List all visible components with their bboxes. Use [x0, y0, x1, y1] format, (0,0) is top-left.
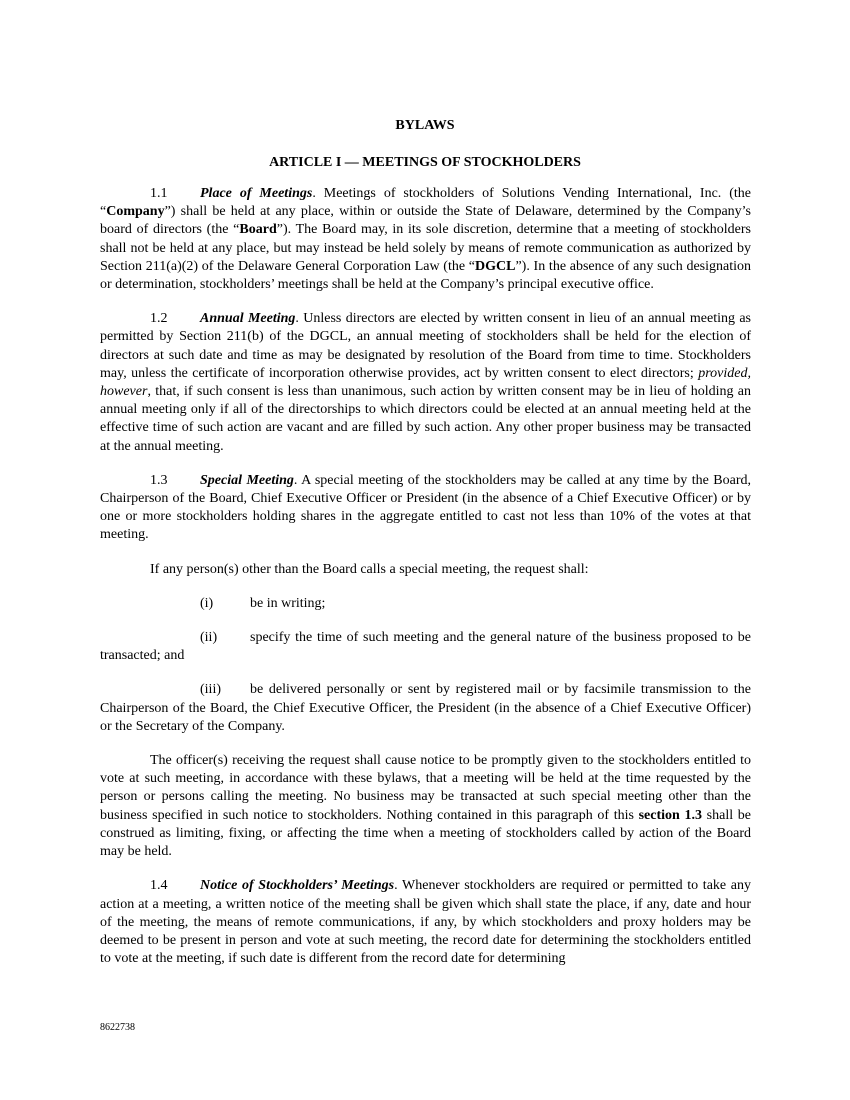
- officers-notice-paragraph: [100, 752, 751, 861]
- section-text: ”) shall be held at any place, within or outside the State of Delaware, determined by the Company’s board of directors (the “: [100, 204, 751, 238]
- section-reference: section 1.3: [638, 807, 702, 823]
- defined-term: Board: [239, 222, 277, 238]
- section-text: . A special meeting of the stockholders may be called at any time by the Board, Chairperson of the Board, Chief Executive Officer or President (in the absence of a Chief Executive Officer) or by one or more stockholders holding shares in the aggregate entitled to cast not less than 10% of the votes at that meeting.: [100, 472, 751, 543]
- section-1-2: [100, 310, 751, 456]
- section-number: 1.3: [150, 472, 168, 488]
- section-1-1: [100, 185, 751, 294]
- section-text: , that, if such consent is less than unanimous, such action by written consent may be in lieu of holding an annual meeting only if all of the directorships to which directors could be elected at an annual meeting held at the effective time of such action are vacant and are filled by such action. Any other proper business may be transacted at the annual meeting.: [100, 384, 751, 454]
- list-item: [100, 681, 751, 736]
- paragraph-text: The officer(s) receiving the request shall cause notice to be promptly given to the stockholders entitled to vote at such meeting, in accordance with these bylaws, that a meeting will be held at the time requested by the person or persons calling the meeting. No business may be transacted at such special meeting other than the business specified in such notice to stockholders. Nothing contained in this paragraph of this: [100, 753, 751, 823]
- section-text: . Whenever stockholders are required or permitted to take any action at a meeting, a written notice of the meeting shall be given which shall state the place, if any, date and hour of the meeting, the means of remote communications, if any, by which stockholders and proxy holders may be deemed to be present in person and vote at such meeting, the record date for determining the stockholders entitled to vote at the meeting, if such date is different from the record date for determining: [100, 878, 751, 967]
- document-body: [100, 185, 751, 984]
- defined-term: DGCL: [475, 258, 516, 274]
- section-heading: Annual Meeting: [200, 311, 296, 327]
- section-heading: Notice of Stockholders’ Meetings: [200, 878, 395, 894]
- section-number: 1.1: [150, 186, 168, 201]
- paragraph-text: shall be construed as limiting, fixing, or affecting the time when a meeting of stockholders called by action of the Board may be held.: [100, 807, 752, 860]
- article-heading: ARTICLE I — MEETINGS OF STOCKHOLDERS: [269, 155, 581, 170]
- section-text: ”). The Board may, in its sole discretion, determine that a meeting of stockholders shall not be held at any place, but may instead be held solely by means of remote communication as authorized by Section 211(a)(2) of the Delaware General Corporation Law (the “: [100, 222, 751, 274]
- section-1-4: [100, 877, 751, 968]
- document-title: BYLAWS: [395, 118, 455, 133]
- proviso-term: provided, however: [100, 365, 751, 400]
- section-1-3: [100, 472, 751, 545]
- list-item: [100, 595, 751, 613]
- list-marker: (ii): [200, 630, 218, 646]
- special-meeting-request-lead: If any person(s) other than the Board calls a special meeting, the request shall:: [150, 561, 589, 577]
- list-marker: (i): [200, 595, 214, 611]
- list-item-text: be delivered personally or sent by registered mail or by facsimile transmission to the Chairperson of the Board, the Chief Executive Officer, the President (in the absence of a Chief Executive Officer) or the Secretary of the Company.: [100, 682, 751, 734]
- list-item-text: specify the time of such meeting and the general nature of the business proposed to be transacted; and: [100, 630, 751, 664]
- list-item-text: be in writing;: [250, 595, 326, 611]
- list-marker: (iii): [200, 682, 221, 698]
- section-text: . Unless directors are elected by written consent in lieu of an annual meeting as permitted by Section 211(b) of the DGCL, an annual meeting of stockholders shall be held for the election of directors at such date and time as may be designated by resolution of the Board from time to time. Stockholders may, unless the certificate of incorporation otherwise provides, act by written consent to elect directors;: [100, 311, 751, 381]
- section-heading: Place of Meetings: [200, 186, 313, 201]
- section-heading: Special Meeting: [200, 472, 294, 488]
- document-id-footer: 8622738: [100, 1022, 135, 1033]
- section-text: . Meetings of stockholders of Solutions Vending International, Inc. (the “: [100, 186, 752, 220]
- section-number: 1.4: [150, 878, 168, 894]
- section-number: 1.2: [150, 311, 168, 327]
- defined-term: Company: [106, 204, 165, 220]
- section-text: ”). In the absence of any such designation or determination, stockholders’ meetings shall be held at the Company’s principal executive office.: [100, 258, 751, 293]
- list-item: [100, 629, 751, 665]
